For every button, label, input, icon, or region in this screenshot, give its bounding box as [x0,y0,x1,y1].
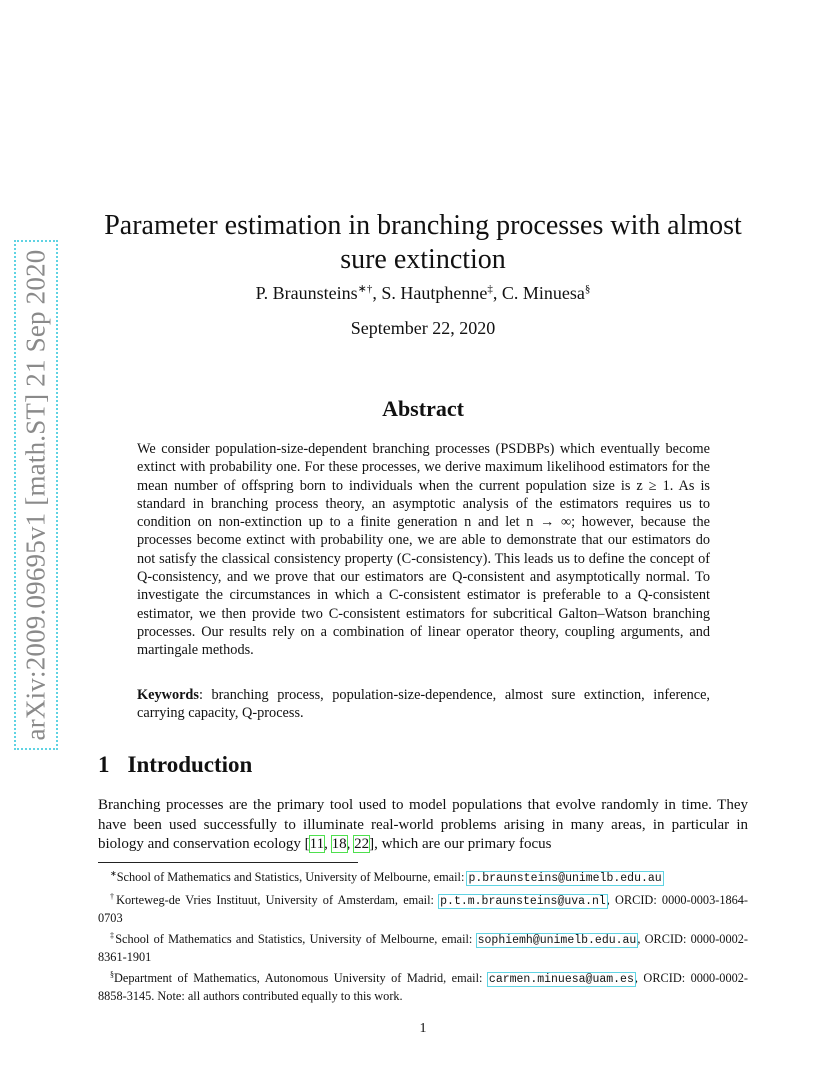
footnote-mark: ‡ [110,931,116,941]
footnote-text: School of Mathematics and Statistics, University of Melbourne, email: [115,932,477,947]
author-footnote-mark[interactable]: § [584,283,591,295]
footnote-rule [98,862,358,863]
footnote [98,866,748,887]
citation-link[interactable]: 11 [309,836,325,852]
footnote-text: Korteweg-de Vries Instituut, University of Amsterdam, email: [116,893,440,908]
author-list: P. Braunsteins∗†, S. Hautphenne‡, C. Minuesa§ [255,283,591,303]
footnote-mark: ∗ [110,869,117,878]
abstract-heading: Abstract [382,396,464,421]
author-footnote-mark[interactable]: ∗† [357,283,373,295]
page-number: 1 [419,1021,427,1036]
paper-date: September 22, 2020 [350,318,496,338]
section-title: Introduction [127,752,253,777]
paper-title: Parameter estimation in branching processes with almost sure extinction [104,209,742,275]
author-name: S. Hautphenne [381,283,488,303]
citation-link[interactable]: 22 [354,836,370,852]
intro-text-continued: , which are our primary focus [374,836,552,852]
keywords-text: : branching process, population-size-dependence, almost sure extinction, inference, carrying capacity, Q-process. [137,687,710,722]
footnote-tail: , ORCID: 0000-0003-1864-0703 [98,893,749,926]
arxiv-identifier: arXiv:2009.09695v1 [math.ST] 21 Sep 2020 [20,249,51,741]
footnote-tail: , ORCID: 0000-0002-8361-1901 [98,932,748,965]
footnote-mark: † [110,892,117,902]
abstract-text: We consider population-size-dependent branching processes (PSDBPs) which eventually become extinct with probability one. For these processes, we derive maximum likelihood estimators for the mean number of offspring born to individuals when the current population size is z ≥ 1. As is standard in branching process theory, an asymptotic analysis of the estimators requires us to condition on non-extinction up to a finite generation n and let n → ∞; however, because the processes become extinct with probability one, we are able to demonstrate that our estimators do not satisfy the classical consistency property (C-consistency). This leads us to define the concept of Q-consistency, and we prove that our estimators are Q-consistent and asymptotically normal. To investigate the circumstances in which a C-consistent estimator is preferable to a Q-consistent estimator, we then provide two C-consistent estimators for subcritical Galton–Watson branching processes. Our results rely on a combination of linear operator theory, coupling arguments, and martingale methods. [137,441,710,659]
author-name: P. Braunsteins [255,283,358,303]
section-number: 1 [98,752,110,777]
keywords-paragraph [137,686,710,723]
author-name: C. Minuesa [501,283,585,303]
footnote-mark: § [110,970,114,980]
footnote [98,889,748,926]
author-footnote-mark[interactable]: ‡ [487,283,493,295]
email-link[interactable]: p.t.m.braunsteins@uva.nl [440,895,606,909]
email-link[interactable]: p.braunsteins@unimelb.edu.au [468,872,662,886]
introduction-paragraph: Branching processes are the primary tool used to model populations that evolve randomly in time. They have been used successfully to illuminate real-world problems arising in many areas, in particular in biology and conservation ecology [11, 18, 22], which are our primary focus [98,797,748,852]
intro-text: Branching processes are the primary tool used to model populations that evolve randomly in time. They have been used successfully to illuminate real-world problems arising in many areas, in particular in biology and conservation ecology [98,797,748,852]
footnote [98,928,748,965]
keywords-label: Keywords [137,687,199,703]
email-link[interactable]: sophiemh@unimelb.edu.au [477,934,637,948]
footnote [98,967,748,1004]
footnote-tail: , ORCID: 0000-0002-8858-3145. Note: all authors contributed equally to this work. [98,971,748,1004]
footnote-text: School of Mathematics and Statistics, University of Melbourne, email: [116,870,468,885]
footnote-text: Department of Mathematics, Autonomous University of Madrid, email: [114,971,488,986]
section-heading-introduction [98,752,252,778]
footnotes [98,866,748,1006]
email-link[interactable]: carmen.minuesa@uam.es [488,973,634,987]
citation-link[interactable]: 18 [331,836,347,852]
